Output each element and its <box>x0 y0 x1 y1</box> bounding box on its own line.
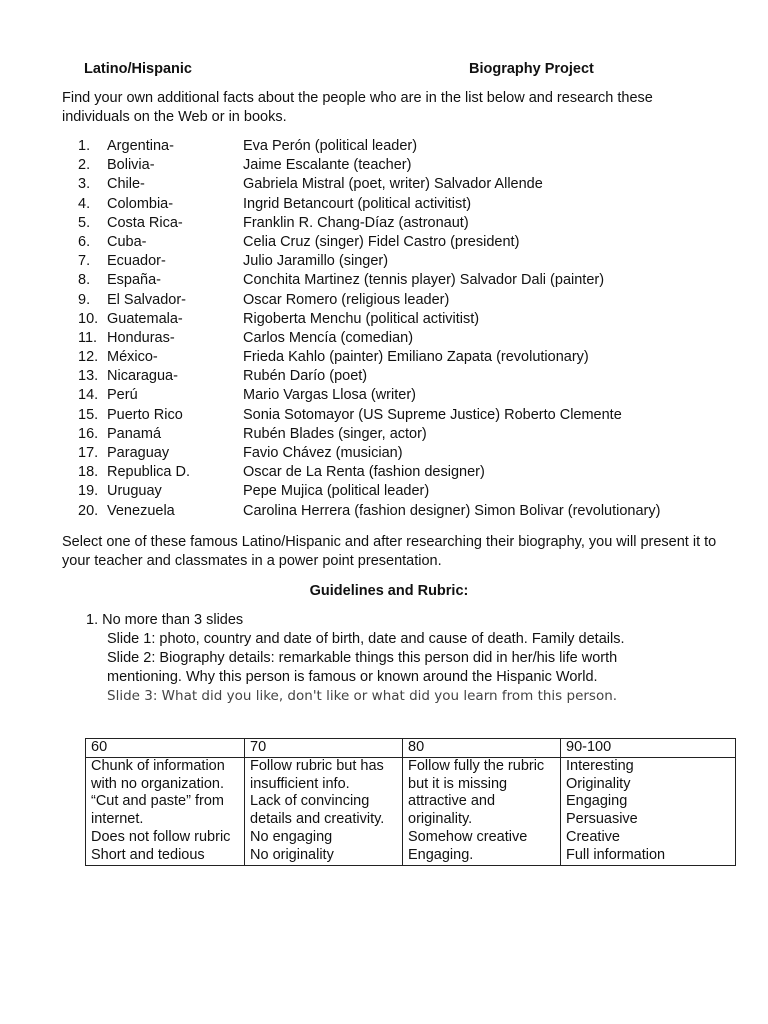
country-name: Bolivia- <box>107 157 155 174</box>
list-number: 15. <box>78 406 99 423</box>
list-item <box>78 310 660 329</box>
list-number: 7. <box>78 253 91 270</box>
country-name: Guatemala- <box>107 310 183 327</box>
rubric-cell-line: Follow fully the rubric <box>408 757 545 774</box>
country-name: Colombia- <box>107 195 174 212</box>
list-number: 8. <box>78 272 91 289</box>
country-name: México- <box>107 349 158 366</box>
list-number: 17. <box>78 445 99 461</box>
people-names: Celia Cruz (singer) Fidel Castro (president) <box>243 233 520 250</box>
list-number: 5. <box>78 214 91 231</box>
list-item <box>78 406 660 425</box>
rubric-cell-line: insufficient info. <box>250 775 350 792</box>
list-item <box>78 502 660 521</box>
list-number: 11. <box>78 329 98 346</box>
people-names: Rubén Blades (singer, actor) <box>243 425 427 442</box>
list-item <box>78 482 660 501</box>
rubric-cell-line: Short and tedious <box>91 846 205 863</box>
rubric-criteria-90-100 <box>561 757 736 865</box>
country-name: Honduras- <box>107 329 175 346</box>
rubric-criteria-70 <box>245 757 403 865</box>
document-title-left: Latino/Hispanic <box>84 61 192 77</box>
rubric-cell-line: but it is missing <box>408 775 508 792</box>
list-item <box>78 329 660 348</box>
slide-3-description: Slide 3: What did you like, don't like or what did you learn from this person. <box>107 688 618 704</box>
people-names: Ingrid Betancourt (political activitist) <box>243 195 472 212</box>
list-number: 10. <box>78 310 99 327</box>
people-names: Julio Jaramillo (singer) <box>243 253 389 270</box>
country-name: El Salvador- <box>107 291 186 308</box>
country-name: Puerto Rico <box>107 406 183 423</box>
rubric-header-row <box>86 739 736 758</box>
people-names: Mario Vargas Llosa (writer) <box>243 387 416 404</box>
rubric-cell-line: Follow rubric but has <box>250 757 384 774</box>
people-names: Gabriela Mistral (poet, writer) Salvador Allende <box>243 176 543 193</box>
people-names: Franklin R. Chang-Díaz (astronaut) <box>243 214 469 231</box>
instructions-paragraph: Select one of these famous Latino/Hispanic and after researching their biography, you will present it to your teacher and classmates in a power point presentation. <box>62 534 717 569</box>
list-number: 20. <box>78 502 99 519</box>
country-list <box>78 137 660 521</box>
list-number: 2. <box>78 157 91 174</box>
people-names: Carolina Herrera (fashion designer) Simon Bolivar (revolutionary) <box>243 502 661 519</box>
rubric-cell-line: Lack of convincing <box>250 793 370 810</box>
rubric-cell-line: Interesting <box>566 757 634 774</box>
people-names: Carlos Mencía (comedian) <box>243 329 414 346</box>
country-name: Republica D. <box>107 464 191 481</box>
country-name: Nicaragua- <box>107 368 178 385</box>
rubric-cell-line: with no organization. <box>91 775 224 792</box>
list-item <box>78 348 660 367</box>
rubric-cell-line: Somehow creative <box>408 828 528 845</box>
slide-2-description: Slide 2: Biography details: remarkable things this person did in her/his life worth <box>107 650 618 666</box>
guidelines-heading: Guidelines and Rubric: <box>309 583 469 599</box>
list-item <box>78 386 660 405</box>
document-title-right: Biography Project <box>469 61 594 77</box>
list-number: 4. <box>78 195 91 212</box>
list-number: 13. <box>78 368 99 385</box>
rubric-cell-line: originality. <box>408 811 473 828</box>
rubric-cell-line: Engaging <box>566 793 628 810</box>
people-names: Favio Chávez (musician) <box>243 445 403 461</box>
people-names: Oscar de La Renta (fashion designer) <box>243 464 485 481</box>
people-names: Rubén Darío (poet) <box>243 368 368 385</box>
rubric-cell-line: Does not follow rubric <box>91 828 231 845</box>
rubric-cell-line: No originality <box>250 846 334 863</box>
rubric-cell-line: internet. <box>91 811 144 828</box>
rubric-criteria-60 <box>86 757 245 865</box>
rubric-cell-line: Originality <box>566 775 631 792</box>
list-number: 3. <box>78 176 91 193</box>
country-name: Venezuela <box>107 502 175 519</box>
rubric-header-70: 70 <box>245 739 403 758</box>
rubric-criteria-row <box>86 757 736 865</box>
slide-2-description-cont: mentioning. Why this person is famous or known around the Hispanic World. <box>107 669 598 685</box>
country-name: Perú <box>107 387 138 404</box>
list-item <box>78 252 660 271</box>
country-name: Panamá <box>107 425 162 442</box>
list-number: 1. <box>78 138 91 154</box>
people-names: Oscar Romero (religious leader) <box>243 291 450 308</box>
intro-paragraph: Find your own additional facts about the people who are in the list below and research these individuals on the Web or in books. <box>62 90 653 125</box>
rubric-criteria-80 <box>403 757 561 865</box>
country-name: Argentina- <box>107 138 174 154</box>
list-number: 9. <box>78 291 91 308</box>
list-item <box>78 463 660 482</box>
list-number: 18. <box>78 464 99 481</box>
list-number: 16. <box>78 425 99 442</box>
country-name: Paraguay <box>107 445 170 461</box>
list-item <box>78 175 660 194</box>
rubric-cell-line: “Cut and paste” from <box>91 793 224 810</box>
rubric-cell-line: Full information <box>566 846 666 863</box>
people-names: Frieda Kahlo (painter) Emiliano Zapata (revolutionary) <box>243 349 589 366</box>
rubric-cell-line: details and creativity. <box>250 811 385 828</box>
people-names: Conchita Martinez (tennis player) Salvador Dali (painter) <box>243 272 605 289</box>
people-names: Pepe Mujica (political leader) <box>243 483 430 500</box>
rubric-cell-line: Creative <box>566 828 620 845</box>
people-names: Sonia Sotomayor (US Supreme Justice) Roberto Clemente <box>243 406 622 423</box>
rubric-cell-line: attractive and <box>408 793 496 810</box>
list-item <box>78 137 660 156</box>
rubric-cell-line: No engaging <box>250 828 333 845</box>
list-number: 6. <box>78 233 91 250</box>
rubric-cell-line: Engaging. <box>408 846 474 863</box>
rubric-header-80: 80 <box>403 739 561 758</box>
list-number: 12. <box>78 349 99 366</box>
people-names: Rigoberta Menchu (political activitist) <box>243 310 480 327</box>
list-item <box>78 444 660 463</box>
slide-requirements <box>86 611 625 706</box>
country-name: España- <box>107 272 162 289</box>
list-item <box>78 233 660 252</box>
list-item <box>78 156 660 175</box>
slide-1-description: Slide 1: photo, country and date of birth, date and cause of death. Family details. <box>107 631 625 647</box>
list-item <box>78 291 660 310</box>
rubric-cell-line: Chunk of information <box>91 757 225 774</box>
rubric-table <box>85 738 736 866</box>
list-item <box>78 195 660 214</box>
people-names: Jaime Escalante (teacher) <box>243 157 412 174</box>
list-item <box>78 425 660 444</box>
list-number: 19. <box>78 483 99 500</box>
country-name: Chile- <box>107 176 145 193</box>
people-names: Eva Perón (political leader) <box>243 138 418 154</box>
list-number: 14. <box>78 387 99 404</box>
slide-count-item: 1. No more than 3 slides <box>86 612 244 628</box>
rubric-header-60: 60 <box>86 739 245 758</box>
country-name: Costa Rica- <box>107 214 183 231</box>
country-name: Ecuador- <box>107 253 166 270</box>
rubric-cell-line: Persuasive <box>566 811 638 828</box>
country-name: Cuba- <box>107 233 147 250</box>
country-name: Uruguay <box>107 483 162 500</box>
rubric-header-90-100: 90-100 <box>561 739 736 758</box>
list-item <box>78 367 660 386</box>
list-item <box>78 271 660 290</box>
list-item <box>78 214 660 233</box>
